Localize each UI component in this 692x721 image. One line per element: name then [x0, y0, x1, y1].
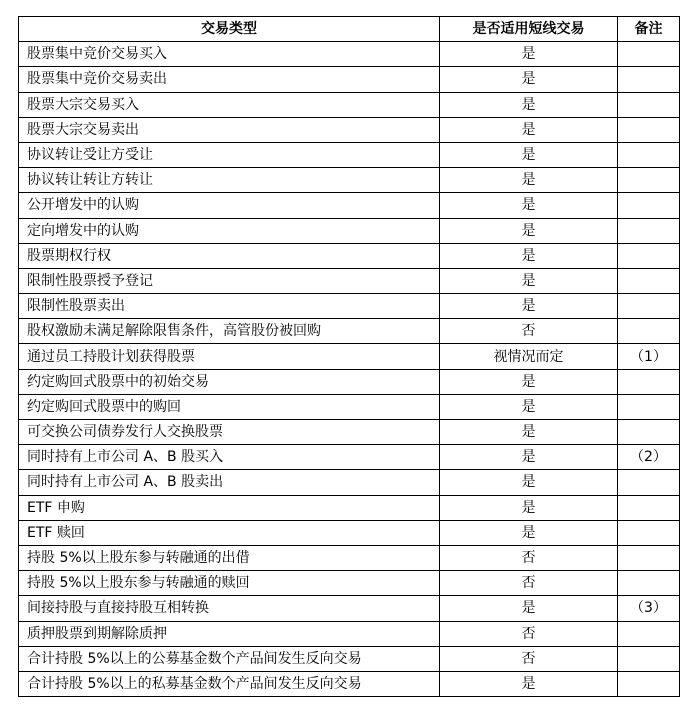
table-row — [19, 243, 680, 268]
trade-type-cell: ETF 赎回 — [19, 520, 440, 545]
note-cell — [618, 520, 680, 545]
note-cell: （1） — [618, 344, 680, 369]
trade-type-cell: 合计持股 5%以上的私募基金数个产品间发生反向交易 — [19, 671, 440, 696]
trade-type-cell: 股票大宗交易买入 — [19, 92, 440, 117]
table-row — [19, 117, 680, 142]
trade-type-cell: 股票集中竞价交易卖出 — [19, 67, 440, 92]
applies-cell: 否 — [440, 571, 618, 596]
applies-cell: 是 — [440, 268, 618, 293]
trade-type-cell: 股权激励未满足解除限售条件，高管股份被回购 — [19, 319, 440, 344]
note-cell — [618, 646, 680, 671]
note-cell — [618, 369, 680, 394]
table-row — [19, 520, 680, 545]
note-cell — [618, 495, 680, 520]
applies-cell: 是 — [440, 596, 618, 621]
note-cell — [618, 243, 680, 268]
table-row — [19, 571, 680, 596]
applies-cell: 是 — [440, 520, 618, 545]
applies-cell: 是 — [440, 168, 618, 193]
table-header-row — [19, 17, 680, 42]
note-cell — [618, 193, 680, 218]
applies-cell: 是 — [440, 470, 618, 495]
trade-type-cell: 间接持股与直接持股互相转换 — [19, 596, 440, 621]
applies-cell: 是 — [440, 394, 618, 419]
table-row — [19, 42, 680, 67]
trade-type-cell: ETF 申购 — [19, 495, 440, 520]
applies-cell: 否 — [440, 646, 618, 671]
table-row — [19, 294, 680, 319]
trade-type-cell: 持股 5%以上股东参与转融通的出借 — [19, 545, 440, 570]
applies-cell: 是 — [440, 445, 618, 470]
table-row — [19, 621, 680, 646]
applies-cell: 是 — [440, 420, 618, 445]
note-cell — [618, 470, 680, 495]
note-cell — [618, 294, 680, 319]
trade-type-cell: 持股 5%以上股东参与转融通的赎回 — [19, 571, 440, 596]
table-row — [19, 420, 680, 445]
trade-type-cell: 限制性股票卖出 — [19, 294, 440, 319]
trade-type-cell: 协议转让受让方受让 — [19, 142, 440, 167]
note-cell — [618, 319, 680, 344]
applies-cell: 是 — [440, 369, 618, 394]
note-cell — [618, 218, 680, 243]
applies-cell: 是 — [440, 218, 618, 243]
note-cell — [618, 142, 680, 167]
table-row — [19, 596, 680, 621]
note-cell — [618, 420, 680, 445]
note-cell — [618, 92, 680, 117]
header-trade-type: 交易类型 — [19, 17, 440, 42]
note-cell — [618, 571, 680, 596]
table-row — [19, 344, 680, 369]
table-row — [19, 193, 680, 218]
table-row — [19, 545, 680, 570]
table-row — [19, 394, 680, 419]
trade-type-cell: 股票大宗交易卖出 — [19, 117, 440, 142]
trade-type-cell: 同时持有上市公司 A、B 股卖出 — [19, 470, 440, 495]
note-cell: （3） — [618, 596, 680, 621]
trade-type-cell: 股票集中竞价交易买入 — [19, 42, 440, 67]
applies-cell: 是 — [440, 117, 618, 142]
note-cell — [618, 394, 680, 419]
trade-type-table — [18, 16, 680, 697]
trade-type-table-container — [18, 16, 680, 697]
note-cell — [618, 545, 680, 570]
note-cell — [618, 168, 680, 193]
applies-cell: 是 — [440, 92, 618, 117]
trade-type-cell: 可交换公司债券发行人交换股票 — [19, 420, 440, 445]
table-row — [19, 470, 680, 495]
table-row — [19, 168, 680, 193]
trade-type-cell: 定向增发中的认购 — [19, 218, 440, 243]
applies-cell: 视情况而定 — [440, 344, 618, 369]
table-row — [19, 495, 680, 520]
note-cell: （2） — [618, 445, 680, 470]
applies-cell: 是 — [440, 42, 618, 67]
trade-type-cell: 通过员工持股计划获得股票 — [19, 344, 440, 369]
table-row — [19, 319, 680, 344]
header-applies-short-swing: 是否适用短线交易 — [440, 17, 618, 42]
applies-cell: 否 — [440, 545, 618, 570]
applies-cell: 是 — [440, 671, 618, 696]
trade-type-cell: 合计持股 5%以上的公募基金数个产品间发生反向交易 — [19, 646, 440, 671]
applies-cell: 否 — [440, 319, 618, 344]
note-cell — [618, 117, 680, 142]
table-row — [19, 268, 680, 293]
applies-cell: 否 — [440, 621, 618, 646]
trade-type-cell: 公开增发中的认购 — [19, 193, 440, 218]
trade-type-cell: 约定购回式股票中的初始交易 — [19, 369, 440, 394]
table-row — [19, 671, 680, 696]
applies-cell: 是 — [440, 294, 618, 319]
applies-cell: 是 — [440, 243, 618, 268]
trade-type-cell: 质押股票到期解除质押 — [19, 621, 440, 646]
table-row — [19, 369, 680, 394]
applies-cell: 是 — [440, 495, 618, 520]
note-cell — [618, 621, 680, 646]
table-row — [19, 218, 680, 243]
note-cell — [618, 42, 680, 67]
table-row — [19, 142, 680, 167]
trade-type-cell: 协议转让转让方转让 — [19, 168, 440, 193]
trade-type-cell: 约定购回式股票中的购回 — [19, 394, 440, 419]
trade-type-cell: 同时持有上市公司 A、B 股买入 — [19, 445, 440, 470]
table-row — [19, 67, 680, 92]
applies-cell: 是 — [440, 67, 618, 92]
note-cell — [618, 671, 680, 696]
note-cell — [618, 67, 680, 92]
trade-type-cell: 股票期权行权 — [19, 243, 440, 268]
note-cell — [618, 268, 680, 293]
applies-cell: 是 — [440, 142, 618, 167]
header-note: 备注 — [618, 17, 680, 42]
table-body — [19, 42, 680, 697]
table-row — [19, 646, 680, 671]
table-row — [19, 445, 680, 470]
applies-cell: 是 — [440, 193, 618, 218]
trade-type-cell: 限制性股票授予登记 — [19, 268, 440, 293]
table-row — [19, 92, 680, 117]
